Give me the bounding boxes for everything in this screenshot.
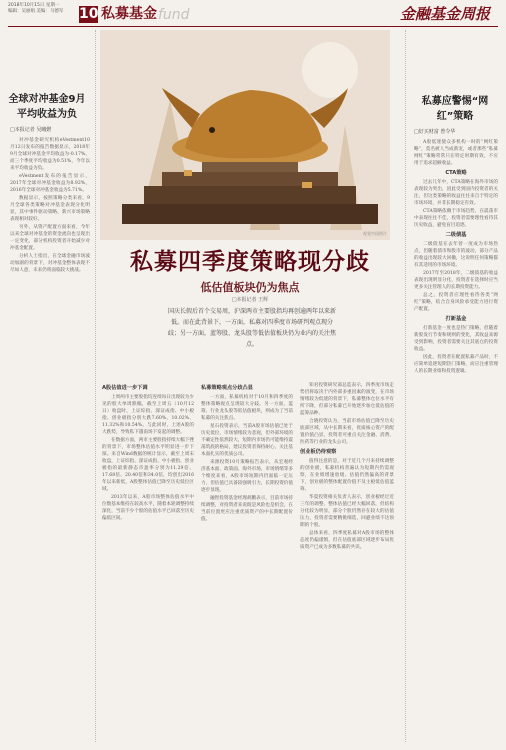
column-heading: A股估值进一步下调: [102, 385, 148, 391]
section-heading: 打新基金: [445, 316, 467, 322]
main-paragraph: 来源投资10月策略报告表示，从宏观经济基本面、政策面、海外市场、市场情绪等多个维度来看，A股市场短期内仍面临一定压力，但估值已具备较强吸引力，长期投资价值逐步显现。: [201, 460, 293, 493]
main-headline: 私募四季度策略现分歧: [130, 249, 370, 275]
left-article-body: [10, 126, 90, 741]
page-number: 10: [79, 6, 99, 22]
right-paragraph: 二级债基在去年曾一度成为市场热点，但随着债市和股市的波动，部分产品的收益出现较大回撤，这说明任何策略都有其适用的市场环境。: [414, 242, 498, 268]
section-heading: CTA策略: [445, 170, 467, 176]
left-article-byline: □本报记者 吴曦燃: [10, 127, 52, 133]
left-paragraph: 对冲基金研究机构eVestment10月12日发布的报告数据显示，2018年9月全球对冲基金平均收益为-0.17%，而三个季度平均收益为0.51%，今年以来平均收益为负。: [10, 138, 90, 171]
main-paragraph: 融智投资基金经理胡鹏表示，目前市场持续调整，对投资者来说既是风险也是机会，在当前位置更应注重优质资产的中长期配置价值。: [201, 496, 293, 522]
main-paragraph: 在数据方面，两市主要股指持续大幅下挫的背景下，市场整体估值水平明显进一步下探。来自Wind数据的统计显示，截至上周末收盘，上证综指、深证成指、中小板指、创业板指的最新静态市盈率分别为11.29倍、17.68倍、20.40倍和34.0倍，均创出2016年以来新低，A股整体估值已降至历史低位区域。: [102, 438, 194, 492]
masthead: 金融基金周报: [399, 5, 490, 23]
right-paragraph: 过去几年中，CTA策略在海外市场的表现较为突出，因此受到国内投资者的关注，但这类策略的收益往往来自于特定的市场环境，并非长期稳定有效。: [414, 180, 498, 206]
main-column-3: [300, 382, 394, 744]
column-heading: 私募策略观点分歧凸显: [201, 385, 253, 391]
editor-line: 编辑：吴丽娟 美编：马德军: [8, 9, 64, 14]
main-column-2: [201, 382, 293, 744]
illustration-credit: 视觉中国图片: [363, 231, 387, 236]
right-paragraph: 因此，投资者在配置私募产品时，不应简单追逐短期热门策略，而应注重管理人的长期业绩和投资逻辑。: [414, 355, 498, 374]
right-article-byline: □好买财富 曾令华: [414, 129, 456, 135]
right-intro: A股低迷使众多机构一时的“网红策略”，莫名被人当成新宠，或者那些“私募网红”策略常常只在特定时期有效，不应用于追求超额收益。: [414, 140, 498, 166]
main-paragraph: 合晓投资认为，当前市场估值已降至历史底部区域，从中长期来看，优质核心资产的配置价值凸显，投资者可重点关注金融、消费、医药等行业的龙头公司。: [300, 419, 394, 445]
right-paragraph: CTA策略依赖于市场趋势，在震荡市中表现往往不佳，投资者需要理性看待其历史收益，避免盲目追逐。: [414, 209, 498, 228]
main-paragraph: 一方面，私募机构对于10月和四季度的整体策略观点呈现较大分歧。另一方面，蓝筹、行业龙头股等低估值板块，则成为了当前私募的关注焦点。: [201, 395, 293, 421]
column-divider: [405, 30, 406, 742]
left-article-title: 全球对冲基金9月平均收益为负: [8, 94, 86, 120]
main-paragraph: 华夏投资相关负责人表示，创业板经过近三年的调整，整体估值已经大幅回落，但结构分化较为明显，部分个股仍然存在较大的估值压力，投资者需要精挑细选，回避业绩不达预期的个股。: [300, 495, 394, 528]
right-article-body: [414, 128, 498, 742]
main-summary: 国庆长假后首个交易周，沪深两市主要股指均再创逾两年以来新低。而在此背景下，一方面，私募对四季度市场研判观点现分歧；另一方面，蓝筹股、龙头股等低估值板块仍为业内的关注焦点。: [168, 308, 337, 348]
left-paragraph: 分析人士指出，在全球金融市场波动加剧的背景下，对冲基金整体表现不尽如人意，未来仍将面临较大挑战。: [10, 254, 90, 273]
bull-statue-icon: [100, 30, 390, 240]
main-paragraph: 知君投资研究部总监表示，四季度市场走势仍将取决于内外部多重因素的演变，在市场情绪较为低迷的背景下，私募整体仓位水平有所下降，但部分私募已开始逐步加仓低估值的蓝筹品种。: [300, 383, 394, 416]
left-paragraph: 另外，从资产配置方面来看，今年以来全球对冲基金的资金流向也呈现出一定变化，部分机构投资者开始减少对冲基金配置。: [10, 225, 90, 251]
left-paragraph: eVestment发布的报告显示，2017年全球对冲基金收益为8.92%，2016年全球对冲基金收益为5.71%。: [10, 174, 90, 193]
main-reporter: □本报记者 王辉: [231, 297, 269, 303]
main-paragraph: 星石投资表示，当前A股市场估值已处于历史低位，市场情绪较为悲观，但外部环境的不确定性依然较大，短期内市场仍可能维持震荡筑底的格局，建议投资者保持耐心，关注基本面扎实的优质公司。: [201, 424, 293, 457]
main-subheadline: 低估值板块仍为焦点: [200, 281, 300, 294]
date-line: 2018年10月15日 星期一: [8, 3, 60, 8]
right-article-title: 私募应警惕“网红”策略: [421, 96, 489, 122]
column-divider: [95, 30, 96, 742]
main-column-1: [102, 382, 194, 744]
section-title-en: fund: [158, 7, 190, 23]
column-heading: 创业板仍待观察: [300, 449, 337, 455]
left-paragraph: 数据显示，按照策略分类来看，9月全球各类策略对冲基金表现分化明显，其中事件驱动策略、新兴市场策略表现相对较好。: [10, 196, 90, 222]
section-title: 私募基金: [101, 6, 157, 22]
header-meta: [8, 3, 63, 15]
main-paragraph: 上周两市主要股指均连续每日出现较为少见的股大单周跌幅，截至上周五（10月12日）收盘时，上证综指、深证成指、中小板指、创业板指分别大跌7.60%、10.02%、11.32%和10.54%。与此同时，上述A股的大跌势，导致私下越南场下发起的调整。: [102, 395, 194, 435]
bull-illustration: [100, 30, 390, 240]
header-rule: [8, 26, 498, 27]
section-heading: 二级债基: [445, 232, 467, 238]
right-paragraph: 总之，投资者应理性看待各类“网红”策略，结合自身风险承受能力进行资产配置。: [414, 293, 498, 312]
main-paragraph: 值得注意的是，对于近几个月来持续调整的创业板，私募机构普遍认为短期内仍需观察，在业绩增速放缓、估值仍然偏高的背景下，创业板的整体配置价值不及主板低估值蓝筹。: [300, 459, 394, 492]
right-paragraph: 2017年至2018年，二级债基的收益表现出现明显分化，投资者在选择时应当更多关注管理人的长期投资能力。: [414, 271, 498, 290]
right-paragraph: 打新基金一度也是热门策略，但随着新股发行节奏和规则的变化，其收益来源受到影响，投资者需要关注其底仓的投资收益。: [414, 326, 498, 352]
main-paragraph: 总体来看，四季度私募对A股市场的整体态度仍偏谨慎，但在估值底部区域逐步布局优质资产已成为多数私募的共识。: [300, 531, 394, 550]
main-paragraph: 2013年以来，A股市场整体估值水平中位数基本维持在较高水平，随着本轮调整持续深化，当前不少个股的估值水平已回落至历史偏低区间。: [102, 495, 194, 521]
